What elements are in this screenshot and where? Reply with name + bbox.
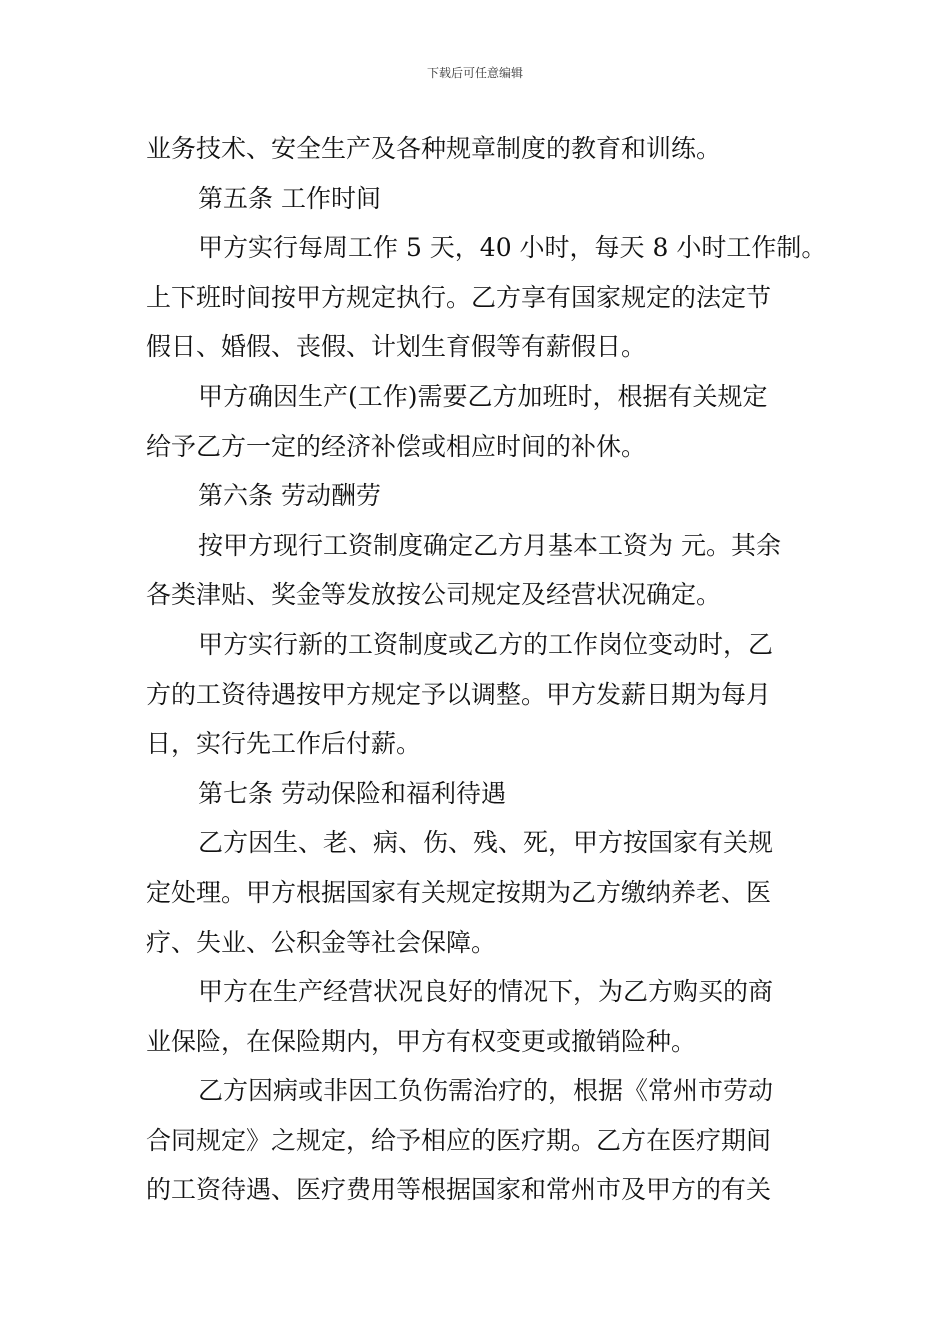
document-body	[146, 124, 827, 1215]
body-line: 定处理。甲方根据国家有关规定按期为乙方缴纳养老、医	[146, 877, 772, 907]
body-line: 乙方因病或非因工负伤需治疗的，根据《常州市劳动	[198, 1076, 774, 1106]
body-line: 业务技术、安全生产及各种规章制度的教育和训练。	[146, 134, 722, 163]
body-line: 假日、婚假、丧假、计划生育假等有薪假日。	[146, 332, 647, 362]
body-line: 甲方实行新的工资制度或乙方的工作岗位变动时，乙	[198, 629, 774, 659]
section-heading: 第七条 劳动保险和福利待遇	[198, 778, 506, 808]
body-line: 日，实行先工作后付薪。	[146, 729, 422, 759]
body-line: 业保险，在保险期内，甲方有权变更或撤销险种。	[146, 1026, 697, 1056]
body-line: 乙方因生、老、病、伤、残、死，甲方按国家有关规	[198, 828, 774, 858]
section-heading: 第五条 工作时间	[198, 183, 381, 213]
body-line: 甲方实行每周工作 5 天，40 小时，每天 8 小时工作制。	[198, 233, 827, 263]
body-line: 的工资待遇、医疗费用等根据国家和常州市及甲方的有关	[146, 1175, 772, 1205]
body-line: 上下班时间按甲方规定执行。乙方享有国家规定的法定节	[146, 282, 772, 312]
page-header: 下载后可任意编辑	[426, 66, 523, 80]
body-line: 给予乙方一定的经济补偿或相应时间的补休。	[146, 431, 647, 461]
body-line: 合同规定》之规定，给予相应的医疗期。乙方在医疗期间	[146, 1125, 772, 1155]
body-line: 方的工资待遇按甲方规定予以调整。甲方发薪日期为每月	[146, 679, 772, 709]
body-line: 甲方在生产经营状况良好的情况下，为乙方购买的商	[198, 977, 774, 1007]
body-line: 疗、失业、公积金等社会保障。	[146, 927, 497, 957]
section-heading: 第六条 劳动酬劳	[198, 481, 381, 511]
body-line: 按甲方现行工资制度确定乙方月基本工资为 元。其余	[198, 530, 781, 560]
body-line: 甲方确因生产(工作)需要乙方加班时，根据有关规定	[198, 381, 768, 411]
body-line: 各类津贴、奖金等发放按公司规定及经营状况确定。	[146, 580, 722, 610]
